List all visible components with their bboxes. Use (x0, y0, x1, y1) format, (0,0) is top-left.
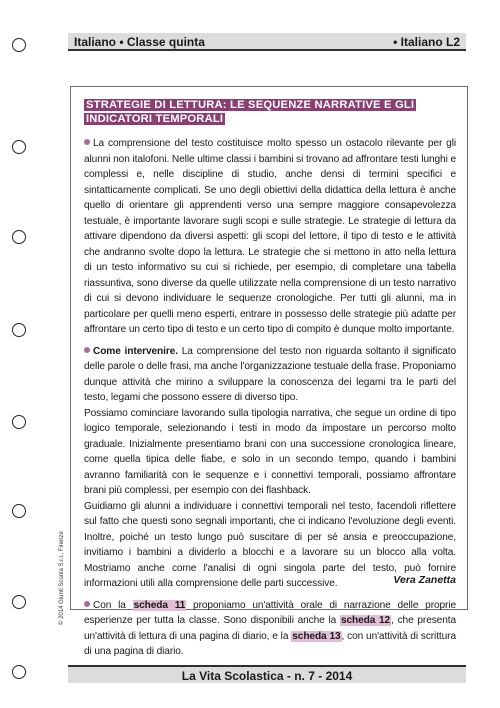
bullet-icon (84, 347, 90, 353)
binder-hole (12, 38, 26, 52)
article-title-text: STRATEGIE DI LETTURA: LE SEQUENZE NARRATIVE E GLI INDICATORI TEMPORALI (86, 99, 415, 125)
article-body (84, 136, 456, 666)
paragraph-text: La comprensione del testo non riguarda soltanto il significato delle parole o delle frasi, ma anche l'organizzazione testuale della frase. Proponiamo dunque attività che mirino a sviluppare la conoscenza dei legami tra le parti del testo, legami che possono essere di diverso tipo. (84, 345, 456, 403)
paragraph-text: , con un'attività di scrittura di una pagina di diario. (84, 630, 456, 657)
bullet-icon (84, 139, 90, 145)
page-footer: La Vita Scolastica - n. 7 - 2014 (68, 665, 466, 683)
section-lead: Come intervenire. (93, 345, 178, 357)
paragraph-narrative: Possiamo cominciare lavorando sulla tipologia narrativa, che segue un ordine di tipo logico temporale, selezionando i testi in modo da impostare un percorso molto graduale. Inizialmente presentiamo brani con una successione cronologica lineare, come quella tipica delle fiabe, e solo in un secondo tempo, quando i bambini avranno familiarità con le sequenze e i connettivi temporali, possiamo affrontare brani più complessi, per esempio con dei flashback. (84, 407, 456, 496)
binder-hole (12, 595, 26, 609)
paragraph-schede (84, 598, 456, 660)
paragraph-text: proponiamo un'attività orale di narrazione delle proprie esperienze per tutta la classe. Sono disponibili anche la (84, 599, 456, 626)
scheda-link-13[interactable]: scheda 13 (292, 630, 341, 642)
paragraph-text: , che presenta un'attività di lettura di una pagina di diario, e la (84, 615, 456, 642)
binder-hole (12, 230, 26, 244)
paragraph-connectives: Guidiamo gli alunni a individuare i connettivi temporali nel testo, facendoli riflettere sul fatto che questi sono segnali importanti, che ci indicano l'evoluzione degli eventi. Inoltre, poiché un testo lungo può suscitare di per sé ansia e preoccupazione, invitiamo i bambini a dividerlo a blocchi e a lavorare su un blocco alla volta. Mostriamo anche come l'analisi di ogni singola parte del testo, può fornire informazioni utili alla comprensione delle parti successive. (84, 500, 456, 589)
binder-hole (12, 323, 26, 337)
paragraph-intervention (84, 344, 456, 406)
bullet-icon (84, 601, 90, 607)
header-subject: Italiano • Classe quinta (74, 35, 205, 49)
binder-hole (12, 415, 26, 429)
paragraph-text: Con la (93, 599, 133, 611)
paragraph-text: La comprensione del testo costituisce molto spesso un ostacolo rilevante per gli alunni non italofoni. Nelle ultime classi i bambini si trovano ad affrontare testi lunghi e complessi e, nelle discipline di studio, anche densi di termini specifici e sintatticamente complicati. Se uno degli obiettivi della didattica della lettura è anche quello di orientare gli apprendenti verso una sempre maggiore consapevolezza testuale, è importante lavorare sugli scopi e sulle strategie. Le strategie di lettura da attivare dipendono da diversi aspetti: gli scopi del lettore, il tipo di testo e le attività che andranno svolte dopo la lettura. Le strategie che si mettono in atto nella lettura di un testo informativo su cui si richiede, per esempio, di completare una tabella riassuntiva, sono diverse da quelle utilizzate nella comprensione di un testo narrativo di cui si devono individuare le sequenze cronologiche. Per tutti gli alunni, ma in particolare per quelli meno esperti, entrare in possesso delle strategie più adatte per affrontare un certo tipo di testo e un certo tipo di compito è dunque molto importante. (84, 138, 456, 335)
binder-hole (12, 504, 26, 518)
scheda-link-11[interactable]: scheda 11 (133, 599, 186, 611)
header-section: • Italiano L2 (393, 35, 460, 49)
page-header (68, 33, 466, 51)
author-signature: Vera Zanetta (393, 574, 456, 586)
binder-hole (12, 140, 26, 154)
copyright-notice: © 2014 Giunti Scuola S.r.l., Firenze (59, 531, 65, 625)
scheda-link-12[interactable]: scheda 12 (340, 615, 391, 626)
paragraph-intro (84, 136, 456, 338)
article-title (84, 98, 456, 126)
binder-hole (12, 665, 26, 679)
